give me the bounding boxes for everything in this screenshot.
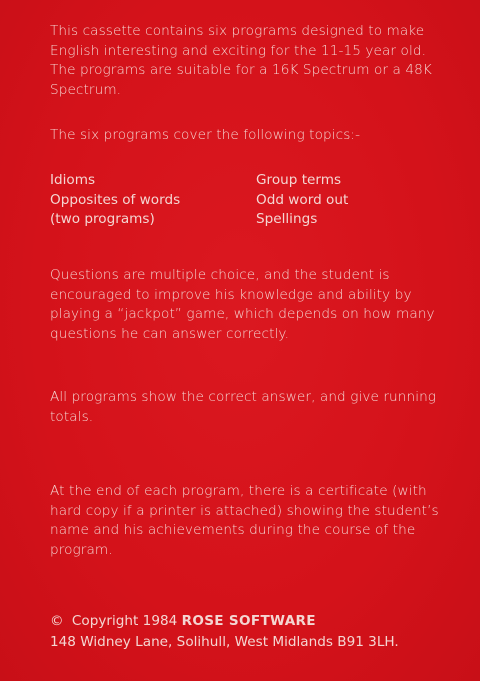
answers-line: totals. <box>50 408 94 425</box>
intro-line: Spectrum. <box>50 81 122 98</box>
topic-item: Opposites of words <box>50 191 181 208</box>
certificate-line: name and his achievements during the course of the <box>50 522 416 539</box>
intro-line: English interesting and exciting for the 11-15 year old. <box>50 42 426 59</box>
certificate-paragraph <box>50 482 455 560</box>
intro-line: This cassette contains six programs designed to make <box>50 23 425 39</box>
copyright-line <box>50 611 399 632</box>
topic-item: Odd word out <box>256 191 349 208</box>
intro-line: The programs are suitable for a 16K Spectrum or a 48K <box>50 62 432 79</box>
topics-heading-text: The six programs cover the following topics:- <box>50 127 361 143</box>
topic-item: Idioms <box>50 172 96 188</box>
topic-item: (two programs) <box>50 211 155 228</box>
topics-column-right <box>256 171 348 230</box>
topics-heading <box>50 126 455 146</box>
copyright-icon: © <box>50 613 64 629</box>
brand-name: ROSE SOFTWARE <box>181 613 316 629</box>
topics-column-left <box>50 171 180 230</box>
certificate-line: program. <box>50 541 113 558</box>
certificate-line: At the end of each program, there is a certificate (with <box>50 483 427 499</box>
topic-item: Group terms <box>256 172 342 188</box>
questions-line: Questions are multiple choice, and the student is <box>50 267 390 283</box>
answers-paragraph <box>50 388 455 427</box>
topic-item: Spellings <box>256 211 318 228</box>
questions-line: playing a “jackpot” game, which depends on how many <box>50 306 435 323</box>
address-line: 148 Widney Lane, Solihull, West Midlands B91 3LH. <box>50 633 399 650</box>
copyright-footer <box>50 611 399 652</box>
questions-paragraph <box>50 266 455 344</box>
answers-line: All programs show the correct answer, and give running <box>50 389 437 405</box>
questions-line: encouraged to improve his knowledge and ability by <box>50 286 412 303</box>
copyright-text: Copyright 1984 <box>71 613 178 629</box>
questions-line: questions he can answer correctly. <box>50 325 290 342</box>
intro-paragraph <box>50 22 455 100</box>
certificate-line: hard copy if a printer is attached) showing the student’s <box>50 502 439 519</box>
